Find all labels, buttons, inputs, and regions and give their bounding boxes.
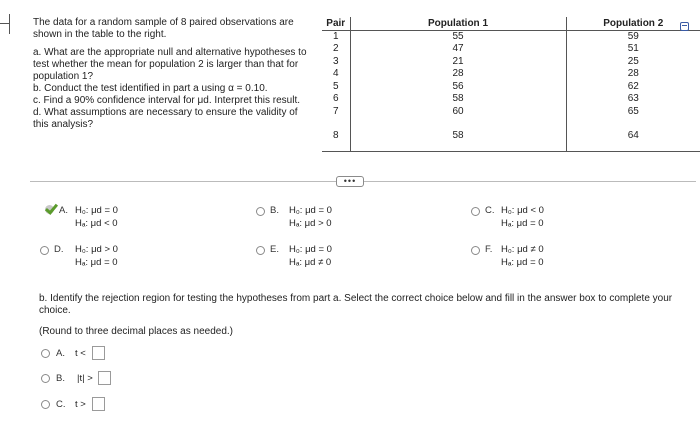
choice-letter: F.: [485, 244, 493, 255]
choice-ha: Hₐ: μd = 0: [75, 257, 118, 268]
option-expression: t >: [75, 399, 86, 410]
answer-box[interactable]: [92, 397, 105, 411]
question-part-b: b. Conduct the test identified in part a using α = 0.10.: [33, 83, 268, 94]
copy-data-icon[interactable]: [680, 22, 689, 31]
radio-button[interactable]: [471, 207, 480, 216]
table-row: [322, 43, 700, 56]
pair-cell: 1: [322, 30, 350, 43]
rounding-note: (Round to three decimal places as needed.): [39, 326, 234, 337]
choice-ha: Hₐ: μd ≠ 0: [289, 257, 332, 268]
pop2-cell: 28: [627, 68, 639, 80]
table-row: [322, 55, 700, 68]
radio-button[interactable]: [256, 207, 265, 216]
choice-h0: H₀: μd = 0: [75, 205, 118, 216]
choice-ha: Hₐ: μd = 0: [501, 257, 544, 268]
pop2-cell: 25: [627, 55, 639, 67]
more-button[interactable]: •••: [336, 176, 364, 187]
radio-button[interactable]: [40, 246, 49, 255]
answer-box[interactable]: [92, 346, 105, 360]
part-b-prompt: b. Identify the rejection region for testing the hypotheses from part a. Select the correct choice below and fill in the answer box to complete your choice.: [39, 293, 673, 316]
choice-h0: H₀: μd = 0: [289, 205, 332, 216]
pop2-cell: 51: [627, 43, 639, 55]
choice-letter: D.: [54, 244, 64, 255]
table-row: [322, 80, 700, 93]
radio-button[interactable]: [41, 374, 50, 383]
choice-ha: Hₐ: μd = 0: [501, 218, 544, 229]
choice-ha: Hₐ: μd < 0: [75, 218, 118, 229]
table-row: [322, 93, 700, 106]
pair-cell: 5: [322, 80, 350, 93]
option-expression: t <: [75, 348, 86, 359]
table-row: [322, 130, 700, 152]
rejection-option-b[interactable]: [41, 372, 161, 386]
pop1-cell: 58: [350, 93, 566, 106]
pop1-cell: 21: [350, 55, 566, 68]
pair-cell: 3: [322, 55, 350, 68]
choice-d[interactable]: [40, 244, 220, 274]
checkmark-icon: [42, 203, 56, 215]
choice-h0: H₀: μd < 0: [501, 205, 544, 216]
pop1-cell: 28: [350, 68, 566, 81]
choice-letter: E.: [270, 244, 279, 255]
pop1-cell: 60: [350, 105, 566, 118]
option-letter: C.: [56, 399, 66, 410]
choice-letter: B.: [270, 205, 279, 216]
radio-button[interactable]: [256, 246, 265, 255]
option-letter: B.: [56, 373, 65, 384]
left-edge-mark: [0, 14, 12, 34]
pop1-cell: 58: [350, 130, 566, 152]
choice-h0: H₀: μd ≠ 0: [501, 244, 544, 255]
header-pair: Pair: [322, 17, 350, 30]
header-population-1: Population 1: [350, 17, 566, 30]
choice-h0: H₀: μd > 0: [75, 244, 118, 255]
radio-button[interactable]: [471, 246, 480, 255]
pop2-cell: 62: [627, 80, 639, 92]
option-expression: |t| >: [77, 373, 93, 384]
pair-cell: 6: [322, 93, 350, 106]
choice-h0: H₀: μd = 0: [289, 244, 332, 255]
pop2-cell: 59: [627, 31, 639, 42]
question-part-c: c. Find a 90% confidence interval for μd. Interpret this result.: [33, 95, 301, 106]
table-row: [322, 68, 700, 81]
question-text: [33, 17, 313, 131]
rejection-option-c[interactable]: [41, 398, 161, 412]
header-population-2: Population 2: [566, 17, 700, 30]
pop1-cell: 55: [350, 30, 566, 43]
pop1-cell: 56: [350, 80, 566, 93]
choice-b[interactable]: [256, 205, 436, 235]
choice-letter: C.: [485, 205, 495, 216]
pop1-cell: 47: [350, 43, 566, 56]
choice-a[interactable]: [45, 205, 225, 235]
rejection-option-a[interactable]: [41, 347, 161, 361]
pop2-cell: 64: [566, 130, 700, 152]
choice-letter: A.: [59, 205, 68, 216]
choice-e[interactable]: [256, 244, 436, 274]
answer-box[interactable]: [98, 371, 111, 385]
pair-cell: 4: [322, 68, 350, 81]
data-table: [322, 17, 700, 152]
choice-c[interactable]: [471, 205, 651, 235]
question-part-a: a. What are the appropriate null and alternative hypotheses to test whether the mean for population 2 is larger than that for population 1?: [33, 47, 307, 82]
pair-cell: 2: [322, 43, 350, 56]
table-row: [322, 30, 700, 43]
pop2-cell: 63: [627, 93, 639, 105]
question-intro: The data for a random sample of 8 paired observations are shown in the table to the right.: [33, 17, 294, 40]
radio-button[interactable]: [41, 400, 50, 409]
radio-button[interactable]: [41, 349, 50, 358]
pair-cell: 7: [322, 105, 350, 118]
table-row: [322, 105, 700, 118]
pop2-cell: 65: [627, 105, 639, 117]
question-part-d: d. What assumptions are necessary to ensure the validity of this analysis?: [33, 107, 298, 130]
option-letter: A.: [56, 348, 65, 359]
choice-ha: Hₐ: μd > 0: [289, 218, 332, 229]
choice-f[interactable]: [471, 244, 651, 274]
pair-cell: 8: [322, 130, 350, 152]
